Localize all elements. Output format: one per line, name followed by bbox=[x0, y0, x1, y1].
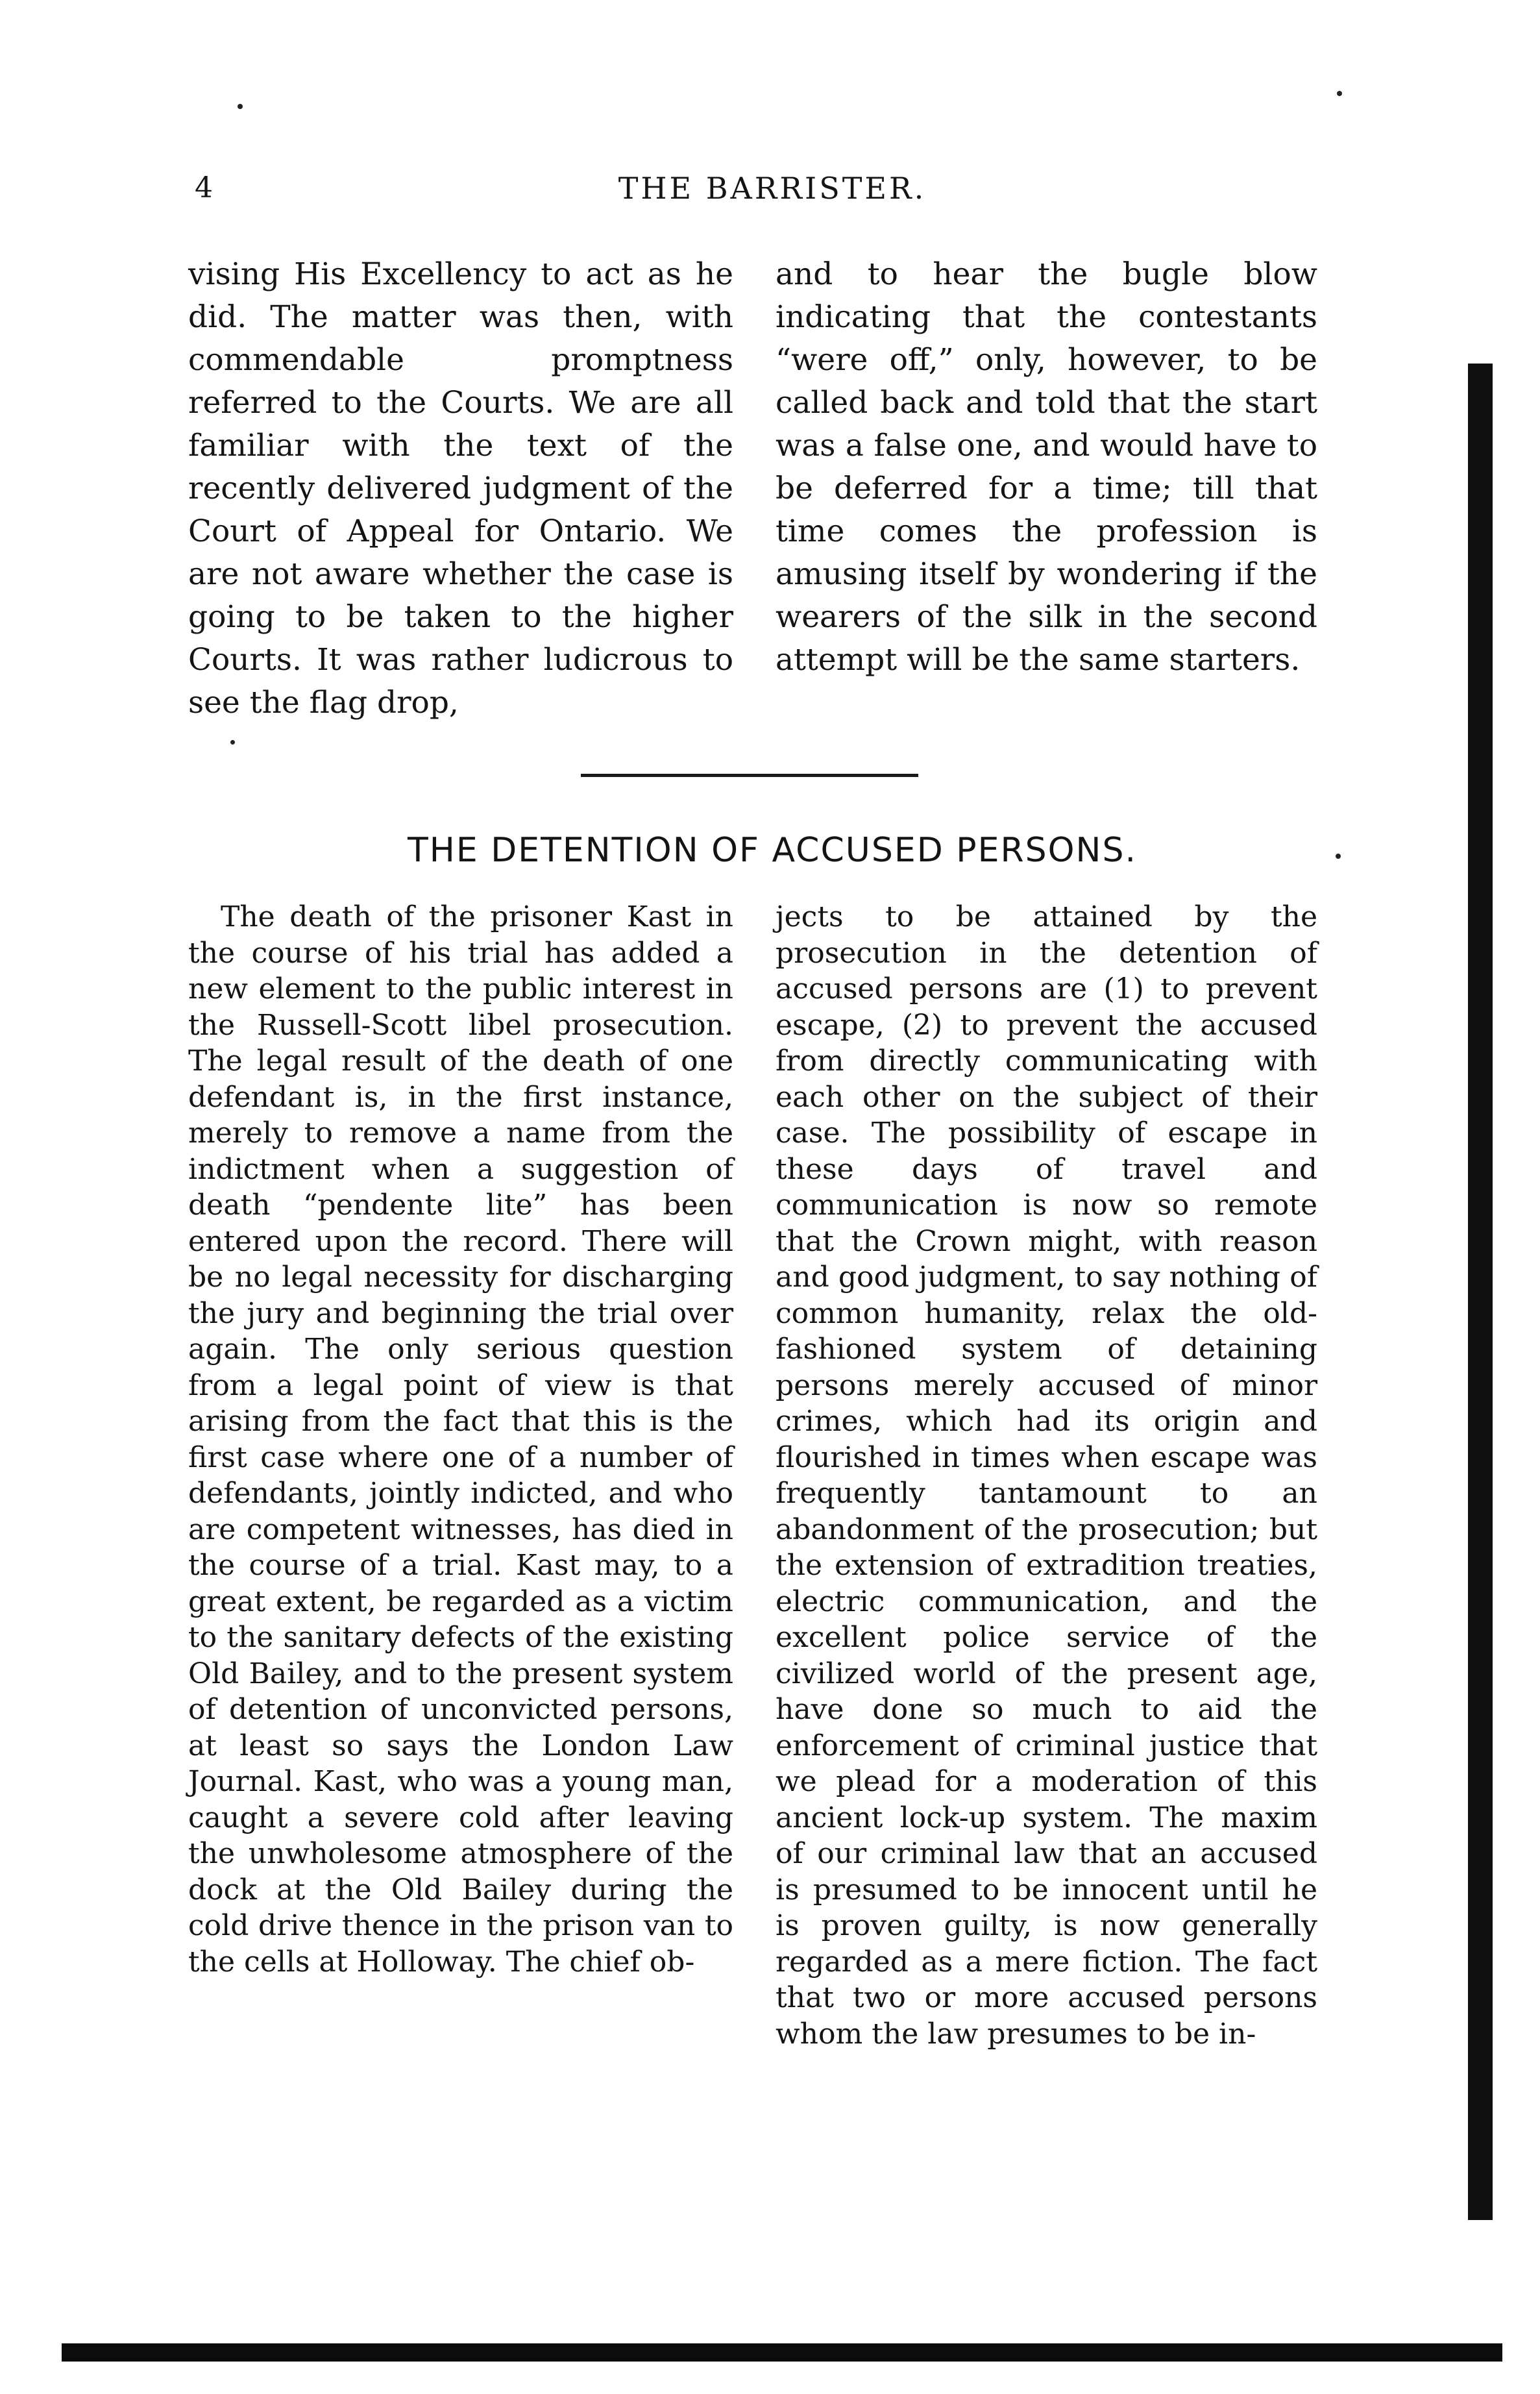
scan-speck bbox=[238, 104, 243, 109]
page-number: 4 bbox=[195, 171, 213, 204]
scan-speck bbox=[230, 740, 235, 745]
article-right-column bbox=[776, 899, 1317, 2052]
scan-speck bbox=[1336, 854, 1341, 859]
article-right-text: jects to be attained by the prosecution in the detention of accused persons are (1) to prevent escape, (2) to prevent the accused from directly communicating with each other on the subject of their case. The possibility of escape in these days of travel and communication is now so remote that the Crown might, with reason and good judgment, to say nothing of common humanity, relax the old-fashioned system of detaining persons merely accused of minor crimes, which had its origin and flourished in times when escape was frequently tantamount to an abandonment of the prosecution; but the extension of extradition treaties, electric communication, and the excellent police service of the civilized world of the present age, have done so much to aid the enforcement of criminal justice that we plead for a moderation of this ancient lock-up system. The maxim of our criminal law that an accused is presumed to be innocent until he is proven guilty, is now generally regarded as a mere fiction. The fact that two or more accused persons whom the law presumes to be in- bbox=[776, 900, 1317, 2051]
scan-bottom-edge bbox=[62, 2343, 1502, 2362]
page-header bbox=[195, 169, 1350, 221]
scan-speck bbox=[1337, 91, 1342, 96]
previous-article-left-column bbox=[188, 253, 733, 724]
article-title: THE DETENTION OF ACCUSED PERSONS. bbox=[408, 831, 1137, 870]
previous-article-right-column bbox=[776, 253, 1317, 682]
section-divider bbox=[581, 774, 918, 777]
running-head: THE BARRISTER. bbox=[618, 171, 927, 206]
article-left-column bbox=[188, 899, 733, 1980]
previous-article-left-text: vising His Excellency to act as he did. The matter was then, with commendable promptness referred to the Courts. We are all familiar with the text of the recently delivered judgment of the Court of Appeal for Ontario. We are not aware whether the case is going to be taken to the higher Courts. It was rather ludicrous to see the flag drop, bbox=[188, 256, 733, 721]
binding-edge-shadow bbox=[1468, 364, 1493, 2220]
previous-article-right-text: and to hear the bugle blow indicating that the contestants “were off,” only, however, to be called back and told that the start was a false one, and would have to be deferred for a time; till that time comes the profession is amusing itself by wondering if the wearers of the silk in the second attempt will be the same starters. bbox=[776, 256, 1317, 678]
article-left-text: The death of the prisoner Kast in the course of his trial has added a new element to the public interest in the Russell-Scott libel prosecution. The legal result of the death of one defendant is, in the first instance, merely to remove a name from the indictment when a suggestion of death “pendente lite” has been entered upon the record. There will be no legal necessity for discharging the jury and beginning the trial over again. The only serious question from a legal point of view is that arising from the fact that this is the first case where one of a number of defendants, jointly indicted, and who are competent witnesses, has died in the course of a trial. Kast may, to a great extent, be regarded as a victim to the sanitary defects of the existing Old Bailey, and to the present system of detention of unconvicted persons, at least so says the London Law Journal. Kast, who was a young man, caught a severe cold after leaving the unwholesome atmosphere of the dock at the Old Bailey during the cold drive thence in the prison van to the cells at Holloway. The chief ob- bbox=[188, 900, 733, 1979]
